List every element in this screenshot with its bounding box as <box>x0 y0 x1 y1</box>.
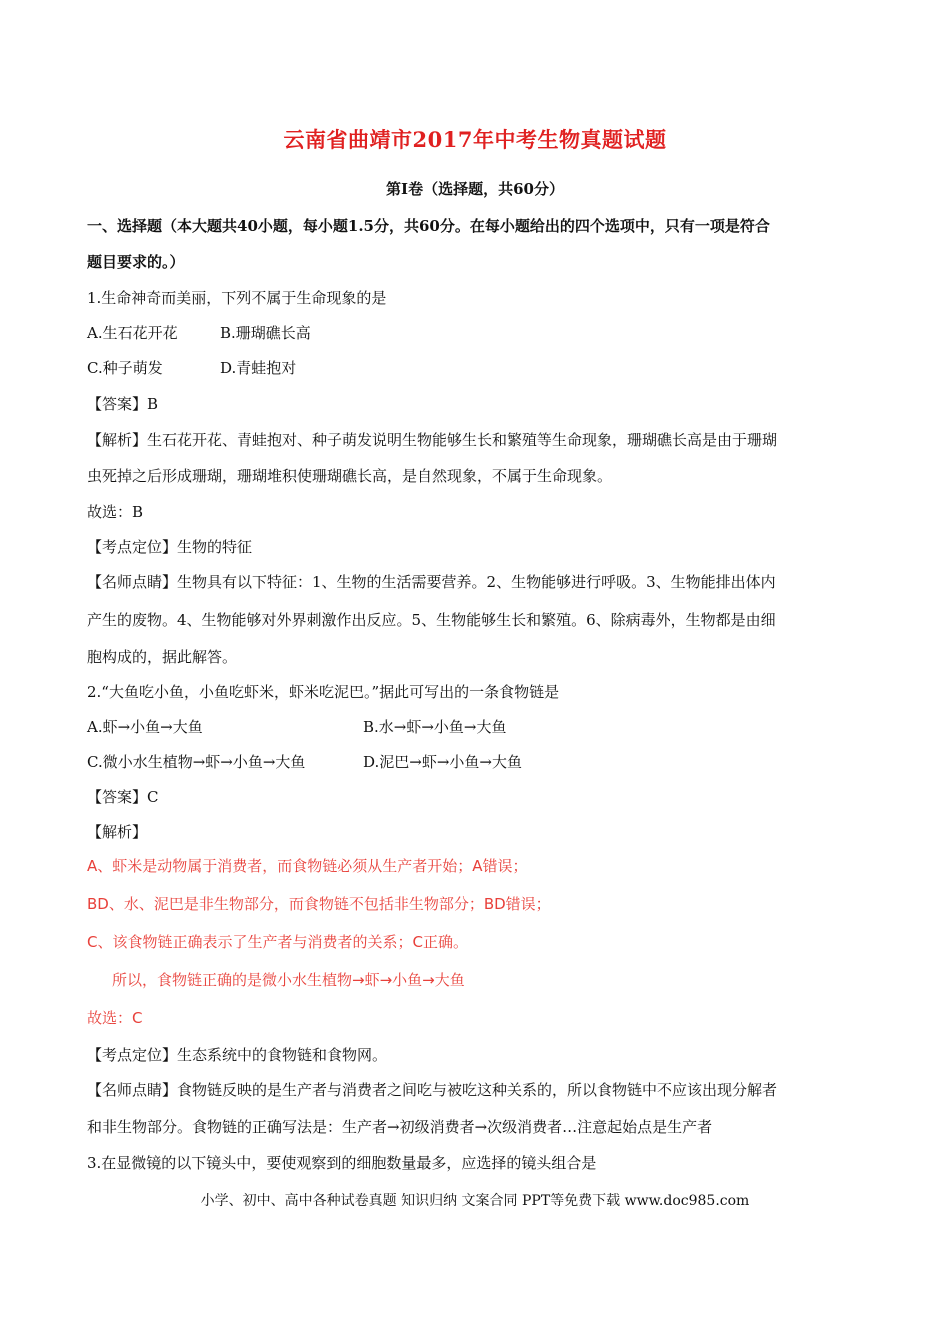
q2-analysis-red-4: 所以，食物链正确的是微小水生植物→虾→小鱼→大鱼 <box>112 971 465 989</box>
q2-option-b: B.水→虾→小鱼→大鱼 <box>363 718 507 736</box>
q2-analysis-red-3: C、该食物链正确表示了生产者与消费者的关系；C正确。 <box>87 933 468 951</box>
q2-tips-line-2: 和非生物部分。食物链的正确写法是：生产者→初级消费者→次级消费者…注意起始点是生产者 <box>87 1118 713 1136</box>
q1-tips-line-3: 胞构成的，据此解答。 <box>87 648 238 666</box>
section-heading-line-1: 一、选择题（本大题共40小题，每小题1.5分，共60分。在每小题给出的四个选项中，只有一项是符合 <box>87 217 770 235</box>
q2-options-row-1 <box>87 717 877 737</box>
q1-option-d: D.青蛙抱对 <box>220 359 297 377</box>
q2-tips-line-1: 【名师点睛】食物链反映的是生产者与消费者之间吃与被吃这种关系的，所以食物链中不应该出现分解者 <box>87 1081 778 1099</box>
q1-tips-line-2: 产生的废物。4、生物能够对外界刺激作出反应。5、生物能够生长和繁殖。6、除病毒外，生物都是由细 <box>87 611 776 629</box>
q1-options-row-2 <box>87 358 877 378</box>
q2-options-row-2 <box>87 752 877 772</box>
q1-option-a: A.生石花开花 <box>87 324 178 342</box>
page-title: 云南省曲靖市2017年中考生物真题试题 <box>283 127 667 152</box>
q2-answer: 【答案】C <box>87 788 159 806</box>
page-footer: 小学、初中、高中各种试卷真题 知识归纳 文案合同 PPT等免费下载 www.doc985.com <box>200 1193 750 1209</box>
q1-answer: 【答案】B <box>87 395 159 413</box>
q2-analysis-label: 【解析】 <box>87 823 148 841</box>
q2-stem: 2.“大鱼吃小鱼，小鱼吃虾米，虾米吃泥巴。”据此可写出的一条食物链是 <box>87 683 560 701</box>
q1-analysis-line-2: 虫死掉之后形成珊瑚，珊瑚堆积使珊瑚礁长高，是自然现象，不属于生命现象。 <box>87 467 613 485</box>
q2-analysis-red-2: BD、水、泥巴是非生物部分，而食物链不包括非生物部分；BD错误； <box>87 895 551 913</box>
q2-analysis-red-5: 故选：C <box>87 1009 143 1027</box>
q1-point: 【考点定位】生物的特征 <box>87 538 253 556</box>
q1-stem: 1.生命神奇而美丽，下列不属于生命现象的是 <box>87 289 387 307</box>
q1-analysis-line-1: 【解析】生石花开花、青蛙抱对、种子萌发说明生物能够生长和繁殖等生命现象，珊瑚礁长高是由于珊瑚 <box>87 431 778 449</box>
q2-option-c: C.微小水生植物→虾→小鱼→大鱼 <box>87 753 306 771</box>
q1-options-row-1 <box>87 323 877 343</box>
q1-tips-line-1: 【名师点睛】生物具有以下特征：1、生物的生活需要营养。2、生物能够进行呼吸。3、生物能排出体内 <box>87 573 776 591</box>
q1-option-c: C.种子萌发 <box>87 359 163 377</box>
section-heading-line-2: 题目要求的。） <box>87 253 185 271</box>
q2-point: 【考点定位】生态系统中的食物链和食物网。 <box>87 1046 388 1064</box>
q1-option-b: B.珊瑚礁长高 <box>220 324 311 342</box>
q2-option-a: A.虾→小鱼→大鱼 <box>87 718 203 736</box>
q2-option-d: D.泥巴→虾→小鱼→大鱼 <box>363 753 522 771</box>
q1-choose: 故选：B <box>87 503 144 521</box>
q3-stem: 3.在显微镜的以下镜头中，要使观察到的细胞数量最多，应选择的镜头组合是 <box>87 1154 597 1172</box>
q2-analysis-red-1: A、虾米是动物属于消费者，而食物链必须从生产者开始；A错误； <box>87 857 528 875</box>
section-subtitle: 第Ⅰ卷（选择题，共60分） <box>386 180 564 198</box>
